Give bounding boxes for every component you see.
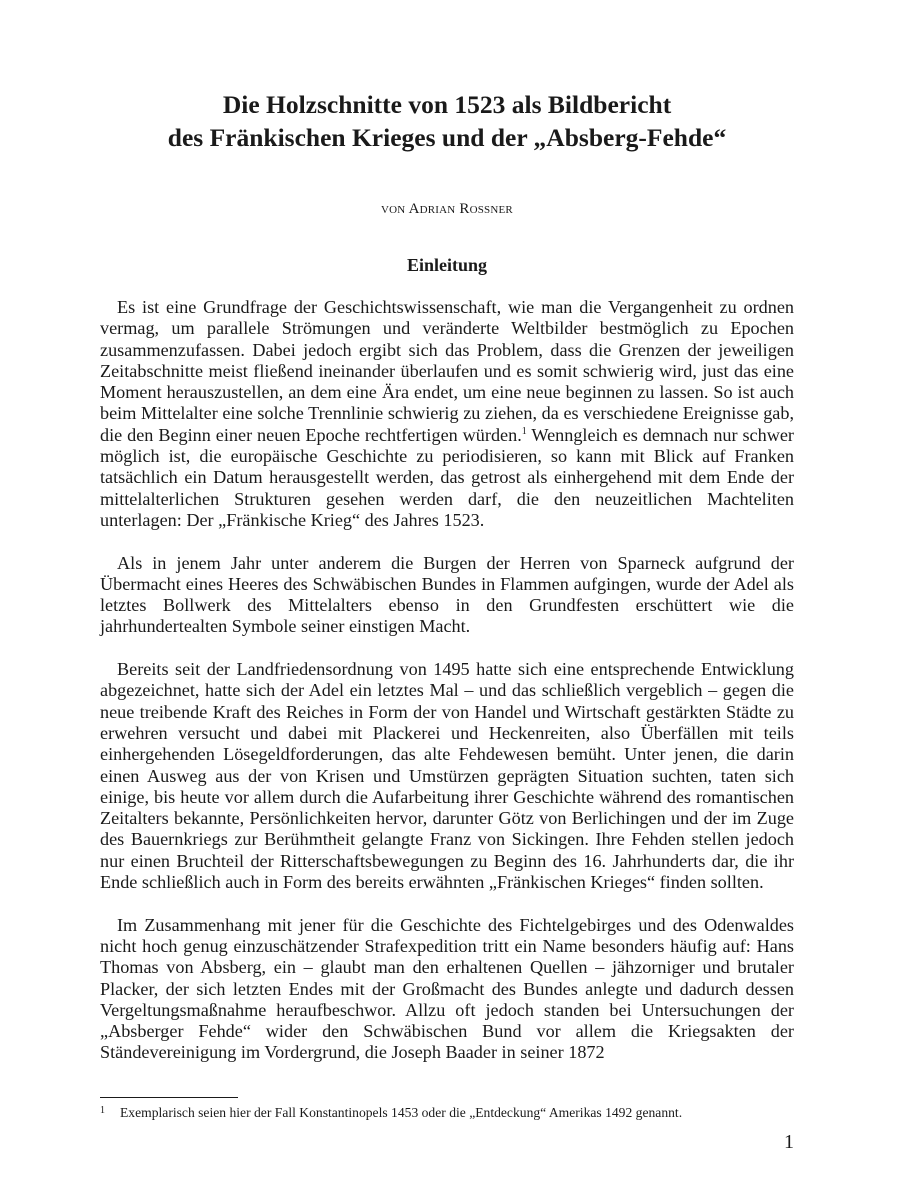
footnote bbox=[100, 1104, 794, 1121]
paragraph-1-part-a: Es ist eine Grundfrage der Geschichtswissenschaft, wie man die Vergangenheit zu ordnen vermag, um parallele Strömungen und veränderte Weltbilder bestmöglich zu Epochen zusammenzufassen. Dabei jedoch ergibt sich das Problem, dass die Grenzen der jeweiligen Zeitabschnitte meist fließend ineinander überlaufen und es somit schwierig wird, just das eine Moment herauszustellen, an dem eine Ära endet, um eine neue beginnen zu lassen. So ist auch beim Mittelalter eine solche Trennlinie schwierig zu ziehen, da es verschiedene Ereignisse gab, die den Beginn einer neuen Epoche rechtfertigen würden. bbox=[100, 297, 794, 445]
footnote-divider bbox=[100, 1097, 238, 1098]
paragraph-4: Im Zusammenhang mit jener für die Geschichte des Fichtelgebirges und des Odenwaldes nicht hoch genug einzuschätzender Strafexpedition tritt ein Name besonders häufig auf: Hans Thomas von Absberg, ein – glaubt man den erhaltenen Quellen – jähzorniger und brutaler Placker, der sich letzten Endes mit der Großmacht des Bundes anlegte und dadurch dessen Vergeltungsmaßnahme heraufbeschwor. Allzu oft jedoch standen bei Untersuchungen der „Absberger Fehde“ wider den Schwäbischen Bund vor allem die Kriegsakten der Ständevereinigung im Vordergrund, die Joseph Baader in seiner 1872 bbox=[100, 914, 794, 1063]
author-byline: von Adrian Rossner bbox=[381, 201, 513, 217]
paragraph-3: Bereits seit der Landfriedensordnung von 1495 hatte sich eine entsprechende Entwicklung abgezeichnet, hatte sich der Adel ein letztes Mal – und das schließlich vergeblich – gegen die neue treibende Kraft des Reiches in Form der von Handel und Wirtschaft gestärkten Städte zu erwehren versucht und dabei mit Plackerei und Heckenreiten, also Überfällen mit teils einhergehenden Lösegeldforderungen, das alte Fehdewesen bemüht. Unter jenen, die darin einen Ausweg aus der von Krisen und Umstürzen geprägten Situation suchten, taten sich einige, bis heute vor allem durch die Aufarbeitung ihrer Geschichte während des romantischen Zeitalters bekannte, Persönlichkeiten hervor, darunter Götz von Berlichingen und der im Zuge des Bauernkriegs zur Berühmtheit gelangte Franz von Sickingen. Ihre Fehden stellen jedoch nur einen Bruchteil der Ritterschaftsbewegungen zu Beginn des 16. Jahrhunderts dar, die ihr Ende schließlich auch in Form des bereits erwähnten „Fränkischen Krieges“ finden sollten. bbox=[100, 659, 794, 893]
section-heading: Einleitung bbox=[406, 255, 488, 275]
paragraph-1 bbox=[100, 297, 794, 531]
title-line-1: Die Holzschnitte von 1523 als Bildbericht bbox=[222, 90, 672, 119]
title-line-2: des Fränkischen Krieges und der „Absberg-Fehde“ bbox=[167, 123, 727, 152]
page-number: 1 bbox=[784, 1131, 794, 1153]
paragraph-2: Als in jenem Jahr unter anderem die Burgen der Herren von Sparneck aufgrund der Übermacht eines Heeres des Schwäbischen Bundes in Flammen aufgingen, wurde der Adel als letztes Bollwerk des Mittelalters ebenso in den Grundfesten erschüttert wie die jahrhundertealten Symbole seiner einstigen Macht. bbox=[100, 552, 794, 637]
article-title bbox=[100, 88, 794, 154]
footnote-reference[interactable]: 1 bbox=[521, 425, 527, 437]
footnote-text: Exemplarisch seien hier der Fall Konstantinopels 1453 oder die „Entdeckung“ Amerikas 1492 genannt. bbox=[120, 1105, 683, 1120]
body-text bbox=[100, 297, 794, 1064]
paragraph-1-part-b: Wenngleich es demnach nur schwer möglich ist, die europäische Geschichte zu periodisieren, so kann mit Blick auf Franken tatsächlich ein Datum herausgestellt werden, das getrost als einhergehend mit dem Ende der mittelalterlichen Strukturen gesehen werden darf, die den neuzeitlichen Machteliten unterlagen: Der „Fränkische Krieg“ des Jahres 1523. bbox=[100, 424, 794, 530]
article-page bbox=[100, 88, 794, 1064]
footnote-number: 1 bbox=[100, 1105, 105, 1116]
